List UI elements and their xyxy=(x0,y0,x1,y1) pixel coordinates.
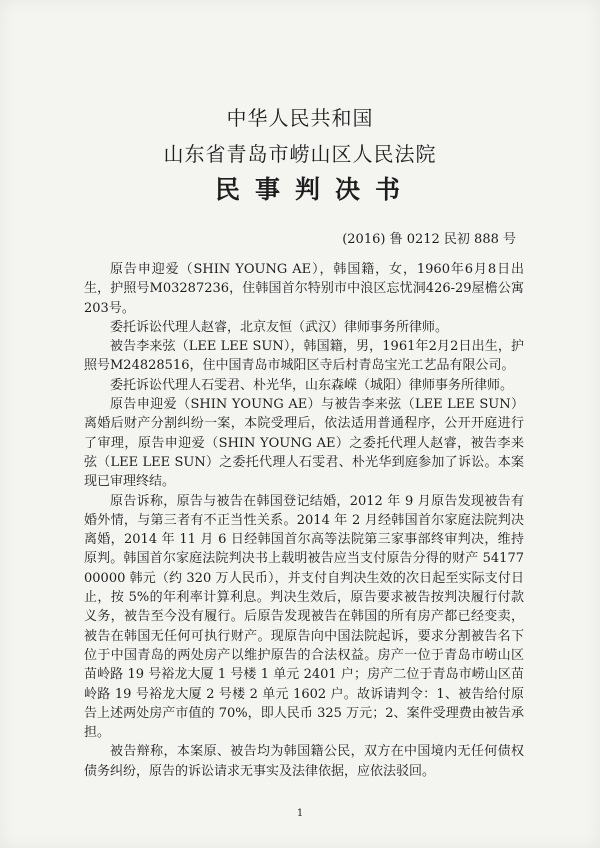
judgment-body xyxy=(84,260,524,781)
defendant-defense-paragraph: 被告辩称，本案原、被告均为韩国籍公民，双方在中国境内无任何债权债务纠纷，原告的诉讼请求无事实及法律依据，应依法驳回。 xyxy=(84,744,524,779)
defendant-agent-paragraph: 委托诉讼代理人石雯君、朴光华，山东森嵘（城阳）律师事务所律师。 xyxy=(110,377,514,393)
defendant-info-paragraph: 被告李来弦（LEE LEE SUN），韩国籍，男，1961年2月2日出生，护照号M24828516，住中国青岛市城阳区寺后村青岛宝光工艺品有限公司。 xyxy=(84,339,524,374)
document-title: 民事判决书 xyxy=(214,175,415,204)
case-procedure-paragraph: 原告申迎爱（SHIN YOUNG AE）与被告李来弦（LEE LEE SUN）离婚后财产分割纠纷一案，本院受理后，依法适用普通程序，公开开庭进行了审理，原告申迎爱（SHIN YOUNG AE）之委托代理人赵睿，被告李来弦（LEE LEE SUN）之委托代理人石雯君、朴光华到庭参加了诉讼。本案现已审理终结。 xyxy=(84,397,524,490)
plaintiff-claim-paragraph: 原告诉称，原告与被告在韩国登记结婚，2012 年 9 月原告发现被告有婚外情，与第三者有不正当性关系。2014 年 2 月经韩国首尔家庭法院判决离婚，2014 年 11 月 6 日经韩国首尔高等法院第三家事部终审判决，维持原判。韩国首尔家庭法院判决书上载明被告应当支付原告分得的财产 5417700000 韩元（约 320 万人民币），并支付自判决生效的次日起至实际支付日止，按 5%的年利率计算利息。判决生效后，原告要求被告按判决履行付款义务，被告至今没有履行。后原告发现被告在韩国的所有房产都已经变卖，被告在韩国无任何可执行财产。现原告向中国法院起诉，要求分割被告名下位于中国青岛的两处房产以维护原告的合法权益。房产一位于青岛市崂山区苗岭路 19 号裕龙大厦 1 号楼 1 单元 2401 户；房产二位于青岛市崂山区苗岭路 19 号裕龙大厦 2 号楼 2 单元 1602 户。故诉请判令：1、被告给付原告上述两处房产市值的 70%，即人民币 325 万元；2、案件受理费由被告承担。 xyxy=(84,493,524,741)
case-number: (2016) 鲁 0212 民初 888 号 xyxy=(342,232,516,247)
page-number: 1 xyxy=(296,808,304,819)
country-name: 中华人民共和国 xyxy=(226,106,374,130)
court-name: 山东省青岛市崂山区人民法院 xyxy=(163,142,437,166)
plaintiff-agent-paragraph: 委托诉讼代理人赵睿，北京友恒（武汉）律师事务所律师。 xyxy=(110,319,449,335)
plaintiff-info-paragraph: 原告申迎爱（SHIN YOUNG AE），韩国籍，女，1960年6月8日出生，护照号M03287236，住韩国首尔特别市中浪区忘忧洞426-29屋檐公寓203号。 xyxy=(84,262,524,316)
